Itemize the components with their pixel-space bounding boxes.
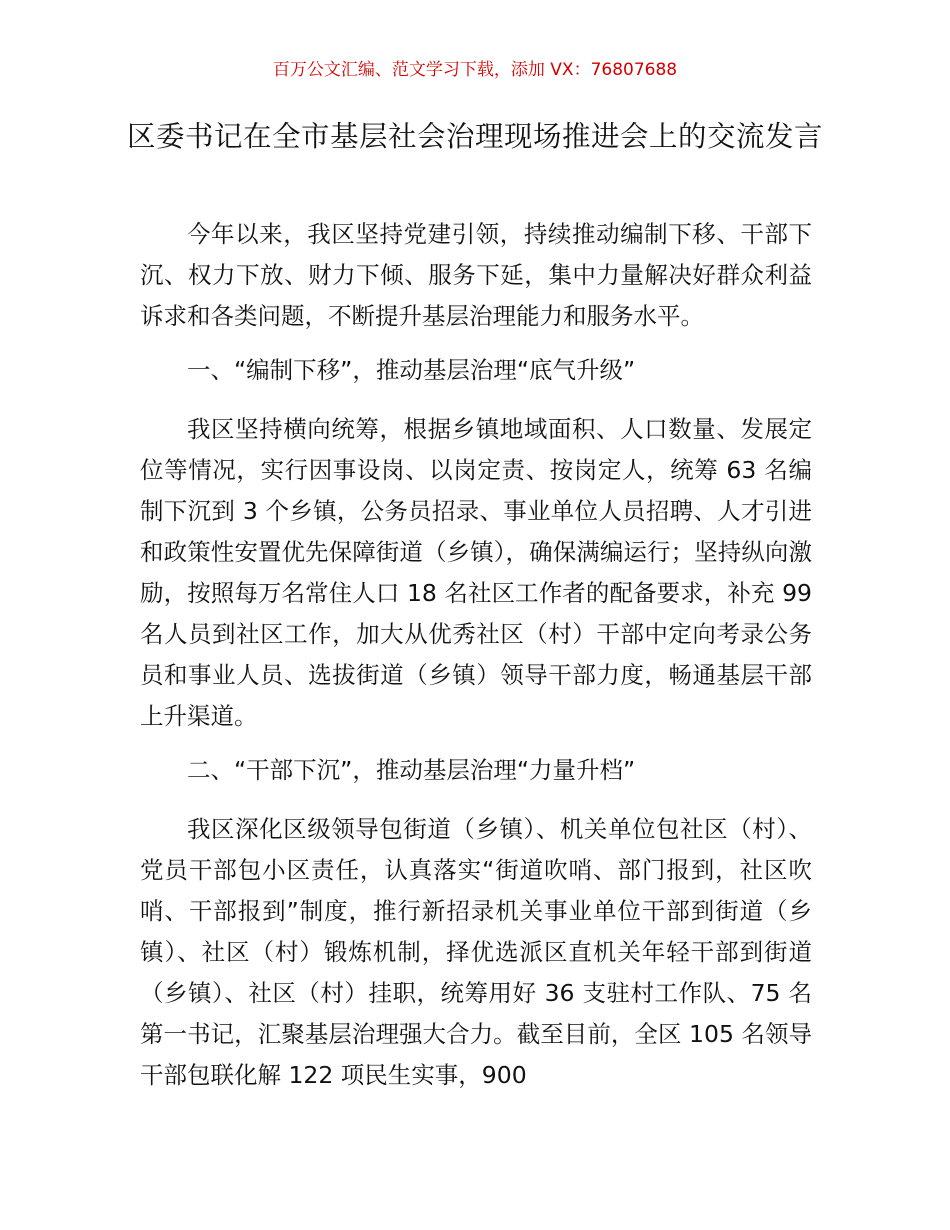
document-title: 区委书记在全市基层社会治理现场推进会上的交流发言 (126, 120, 823, 153)
section-paragraph-1: 我区坚持横向统筹，根据乡镇地域面积、人口数量、发展定位等情况，实行因事设岗、以岗定责、按岗定人，统筹 63 名编制下沉到 3 个乡镇，公务员招录、事业单位人员招聘、人才引进和政策性安置优先保障街道（乡镇），确保满编运行；坚持纵向激励，按照每万名常住人口 18 名社区工作者的配备要求，补充 99 名人员到社区工作，加大从优秀社区（村）干部中定向考录公务员和事业人员、选拔街道（乡镇）领导干部力度，畅通基层干部上升渠道。 (140, 415, 812, 730)
section-paragraph-2: 我区深化区级领导包街道（乡镇）、机关单位包社区（村）、党员干部包小区责任，认真落实“街道吹哨、部门报到，社区吹哨、干部报到”制度，推行新招录机关事业单位干部到街道（乡镇）、社区（村）锻炼机制，择优选派区直机关年轻干部到街道（乡镇）、社区（村）挂职，统筹用好 36 支驻村工作队、75 名第一书记，汇聚基层治理强大合力。截至目前，全区 105 名领导干部包联化解 122 项民生实事，900 (140, 815, 812, 1089)
promo-banner: 百万公文汇编、范文学习下载，添加 VX：76807688 (272, 60, 678, 80)
intro-paragraph: 今年以来，我区坚持党建引领，持续推动编制下移、干部下沉、权力下放、财力下倾、服务下延，集中力量解决好群众利益诉求和各类问题，不断提升基层治理能力和服务水平。 (140, 220, 812, 330)
document-body (140, 214, 812, 1109)
section-heading-2: 二、“干部下沉”，推动基层治理“力量升档” (187, 756, 636, 784)
section-heading-1: 一、“编制下移”，推动基层治理“底气升级” (187, 356, 636, 384)
